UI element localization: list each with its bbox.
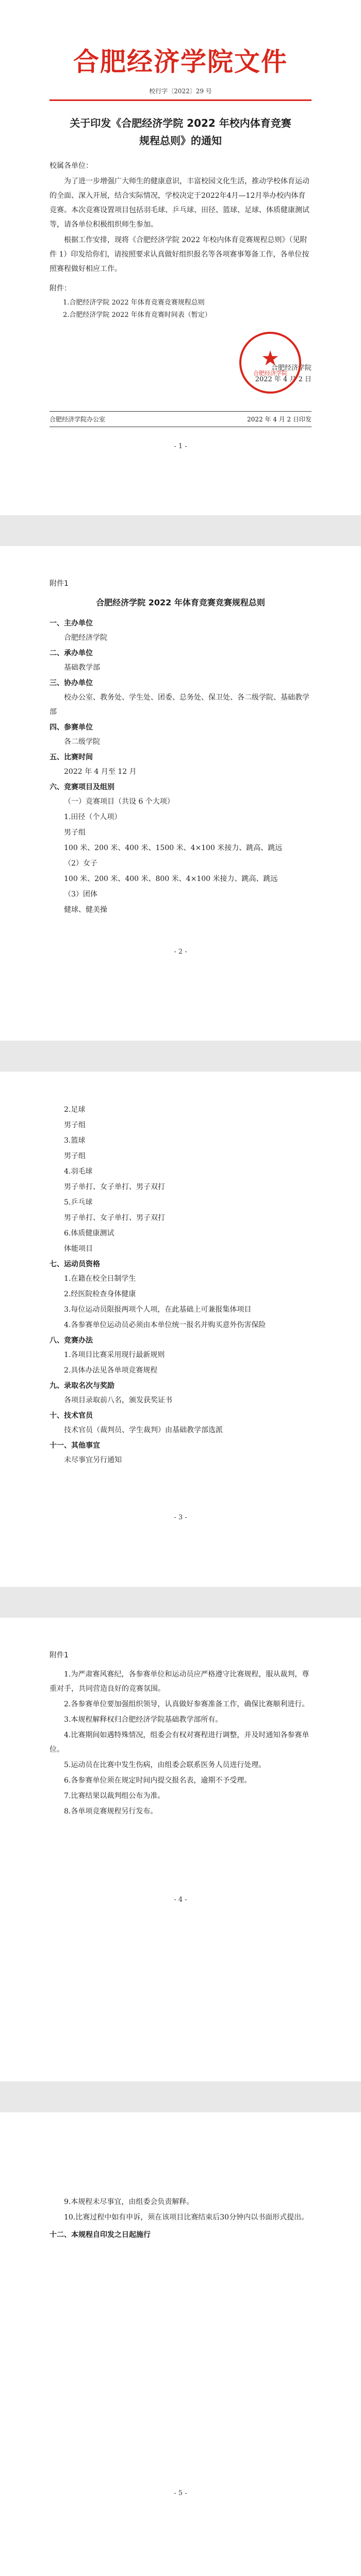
print-footer [50,412,311,427]
attachment-item-2: 2.合肥经济学院 2022 年体育竞赛时间表（暂定） [63,311,211,319]
document-red-header: 合肥经济学院文件 [73,46,288,77]
red-divider [50,99,311,101]
section-text: 2022 年 4 月至 12 月 [64,768,137,776]
section-text: 1.在籍在校全日制学生 [64,1275,136,1283]
paragraph-2: 根据工作安排，现将《合肥经济学院 2022 年校内体育竞赛规程总则》（见附件 1）印发给你们，请按照要求认真做好组织报名等各项赛事筹备工作，各单位按照赛程做好相应工作。 [50,236,309,273]
page-2 [0,546,361,1041]
rules-title: 合肥经济学院 2022 年体育竞赛竞赛规程总则 [96,598,265,607]
footer-date: 2022 年 4 月 2 日印发 [247,416,311,423]
section-text: 2.经医院检查身体健康 [64,1290,136,1298]
section-text: 男子单打、女子单打、男子双打 [64,1214,165,1222]
footer-office: 合肥经济学院办公室 [50,416,106,423]
section-heading: 八、竞赛办法 [50,1336,93,1345]
page-number: - 1 - [174,443,187,450]
issuer: 合肥经济学院 [271,364,311,372]
section-text: 男子组 [64,1121,86,1129]
page-1 [0,0,361,515]
section-text: 7.比赛结果以裁判组公布为准。 [64,1792,165,1800]
attachment-item-1: 1.合肥经济学院 2022 年体育竞赛竞赛规程总则 [63,299,205,307]
section-text: 5.运动员在比赛中发生伤病，由组委会联系医务人员进行处理。 [64,1761,266,1769]
page-gap [0,1587,361,1618]
attachment-1-label: 附件1 [50,1651,69,1659]
section-heading: 九、录取名次与奖励 [50,1382,114,1390]
section-text: 3.每位运动员限报两项个人项，在此基础上可兼报集体项目 [64,1306,252,1314]
page-number: - 3 - [174,1514,187,1521]
section-text: 6.体质健康测试 [64,1229,114,1238]
section-text: 3.本规程解释权归合肥经济学院基础教学部所有。 [64,1716,223,1724]
page-4 [0,1618,361,2081]
section-text: 男子单打、女子单打、男子双打 [64,1183,165,1191]
seal-star-icon: ★ [261,347,280,370]
section-text: 各二级学院 [64,738,100,746]
issue-date: 2022 年 4 月 2 日 [255,376,311,383]
page-5 [0,2112,361,2576]
official-seal [239,332,301,394]
page-gap [0,515,361,546]
section-text: 校办公室、教务处、学生处、团委、总务处、保卫处、各二级学院、基础教学部 [50,693,309,716]
page-number: - 5 - [174,2489,187,2497]
section-text: 男子组 [64,1152,86,1160]
section-heading: 二、承办单位 [50,649,93,657]
section-heading: 四、参赛单位 [50,723,93,732]
section-text: （3）团体 [64,890,97,899]
section-text: 3.篮球 [64,1137,86,1145]
section-text: 1.田径（个人项） [64,813,122,821]
section-text: 技术官员（裁判员、学生裁判）由基础教学部选派 [64,1426,223,1434]
section-heading: 十二、本规程自印发之日起施行 [50,2231,151,2239]
section-text: 100 米、200 米、400 米、1500 米、4×100 米接力、跳高、跳远 [64,844,283,852]
section-text: 5.乒乓球 [64,1198,93,1207]
section-heading: 十、技术官员 [50,1412,93,1420]
section-text: 8.各单项竞赛规程另行发布。 [64,1807,158,1816]
section-text: 各项目录取前八名，颁发获奖证书 [64,1396,172,1404]
attachment-label: 附件： [50,284,71,293]
seal-text: 合肥经济学院 [253,370,287,377]
section-heading: 六、竞赛项目及组别 [50,783,114,791]
page-gap [0,2081,361,2112]
section-text: 基础教学部 [64,664,100,672]
section-text: 男子组 [64,828,86,837]
section-heading: 三、协办单位 [50,679,93,687]
page-3 [0,1072,361,1587]
section-heading: 五、比赛时间 [50,753,93,761]
section-text: 未尽事宜另行通知 [64,1456,122,1464]
section-heading: 十一、其他事宜 [50,1442,100,1450]
section-text: 6.各参赛单位须在规定时间内提交报名表，逾期不予受理。 [64,1776,252,1785]
page-number: - 4 - [174,1896,187,1904]
section-text: 合肥经济学院 [64,634,107,642]
salutation: 校属各单位： [50,162,93,170]
section-text: 2.足球 [64,1106,86,1114]
section-text: 100 米、200 米、400 米、800 米、4×100 米接力、跳高、跳远 [64,875,278,883]
section-text: 2.各参赛单位要加强组织领导，认真做好参赛准备工作，确保比赛顺利进行。 [64,1700,309,1708]
notice-title-line2: 规程总则》的通知 [139,134,222,147]
section-text: 9.本规程未尽事宜，由组委会负责解释。 [64,2198,194,2206]
section-text: 4.各参赛单位运动员必须由本单位统一报名并购买意外伤害保险 [64,1321,266,1329]
document-number: 校行字〔2022〕29 号 [149,88,212,95]
section-text: 健球、健美操 [64,906,107,914]
section-text: 4.羽毛球 [64,1167,93,1176]
attachment-1-label: 附件1 [50,580,69,588]
section-text: （一）竞赛项目（共设 6 个大项） [64,798,174,806]
section-heading: 七、运动员资格 [50,1260,100,1268]
section-text: 1.各项目比赛采用现行最新规则 [64,1351,165,1359]
paragraph-1: 为了进一步增强广大师生的健康意识，丰富校园文化生活，推动学校体育运动的全面、深入开展，结合实际情况，学校决定于2022年4月—12月举办校内体育竞赛。本次竞赛设置项目包括羽毛球、乒乓球、田径、篮球、足球、体质健康测试等，请各单位积极组织师生参加。 [50,177,309,229]
section-heading: 一、主办单位 [50,619,93,628]
section-text: 体能项目 [64,1245,93,1253]
section-text: 4.比赛期间如遇特殊情况，组委会有权对赛程进行调整，并及时通知各参赛单位。 [50,1731,309,1754]
notice-title-line1: 关于印发《合肥经济学院 2022 年校内体育竞赛 [70,117,291,129]
section-text: 10.比赛过程中如有申诉，须在该项目比赛结束后30分钟内以书面形式提出。 [64,2213,309,2222]
section-text: （2）女子 [64,859,97,868]
page-number: - 2 - [174,948,187,956]
section-text: 1.为严肃赛风赛纪，各参赛单位和运动员应严格遵守比赛规程，服从裁判，尊重对手，共同营造良好的竞赛氛围。 [50,1670,309,1693]
section-text: 2.具体办法见各单项竞赛规程 [64,1366,158,1375]
page-gap [0,1041,361,1072]
